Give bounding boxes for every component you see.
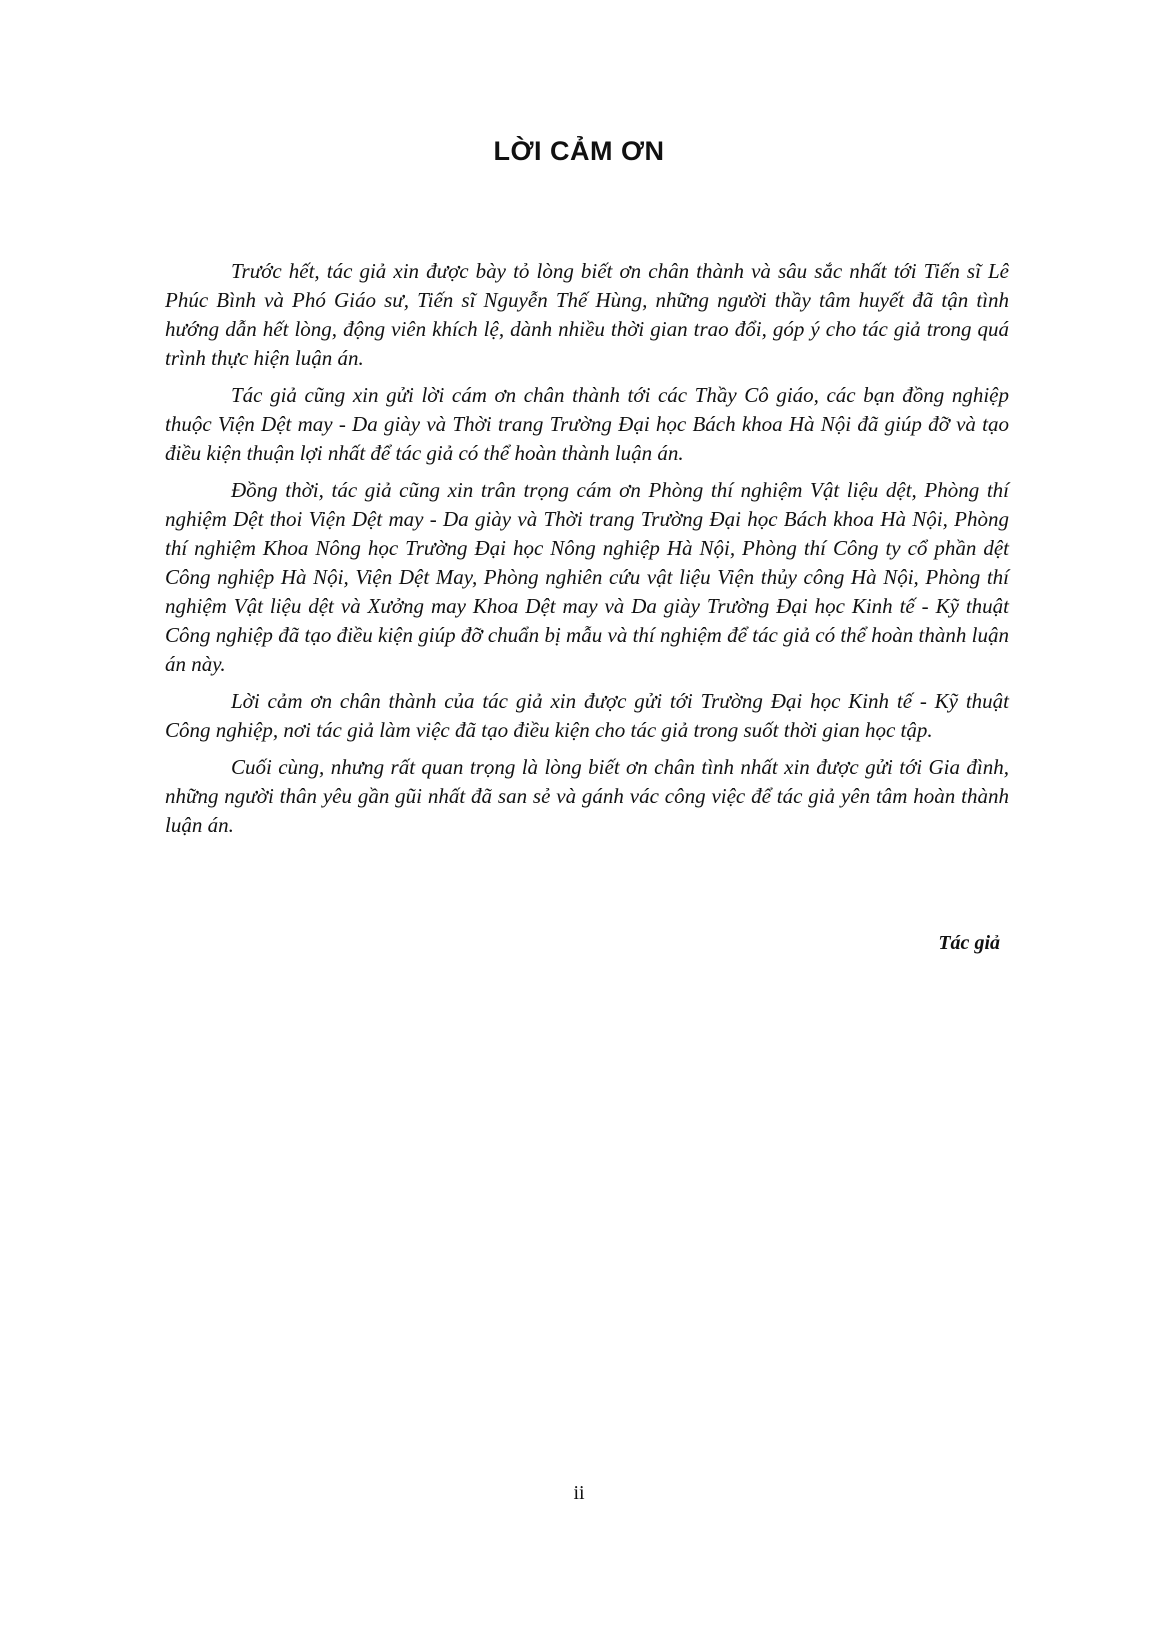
page-number: ii — [573, 1482, 585, 1504]
acknowledgement-body — [165, 257, 1009, 848]
author-signature: Tác giả — [938, 932, 1000, 954]
paragraph-2: Tác giả cũng xin gửi lời cám ơn chân thành tới các Thầy Cô giáo, các bạn đồng nghiệp thuộc Viện Dệt may - Da giày và Thời trang Trường Đại học Bách khoa Hà Nội đã giúp đỡ và tạo điều kiện thuận lợi nhất để tác giả có thể hoàn thành luận án. — [165, 383, 1009, 465]
paragraph-5: Cuối cùng, nhưng rất quan trọng là lòng biết ơn chân tình nhất xin được gửi tới Gia đình, những người thân yêu gần gũi nhất đã san sẻ và gánh vác công việc để tác giả yên tâm hoàn thành luận án. — [165, 755, 1009, 837]
paragraph-3: Đồng thời, tác giả cũng xin trân trọng cám ơn Phòng thí nghiệm Vật liệu dệt, Phòng thí nghiệm Dệt thoi Viện Dệt may - Da giày và Thời trang Trường Đại học Bách khoa Hà Nội, Phòng thí nghiệm Khoa Nông học Trường Đại học Nông nghiệp Hà Nội, Phòng thí Công ty cổ phần dệt Công nghiệp Hà Nội, Viện Dệt May, Phòng nghiên cứu vật liệu Viện thủy công Hà Nội, Phòng thí nghiệm Vật liệu dệt và Xưởng may Khoa Dệt may và Da giày Trường Đại học Kinh tế - Kỹ thuật Công nghiệp đã tạo điều kiện giúp đỡ chuẩn bị mẫu và thí nghiệm để tác giả có thể hoàn thành luận án này. — [165, 478, 1009, 676]
paragraph-4: Lời cảm ơn chân thành của tác giả xin được gửi tới Trường Đại học Kinh tế - Kỹ thuật Công nghiệp, nơi tác giả làm việc đã tạo điều kiện cho tác giả trong suốt thời gian học tập. — [165, 689, 1009, 742]
page-title: LỜI CẢM ƠN — [493, 136, 665, 166]
paragraph-1: Trước hết, tác giả xin được bày tỏ lòng biết ơn chân thành và sâu sắc nhất tới Tiến sĩ Lê Phúc Bình và Phó Giáo sư, Tiến sĩ Nguyễn Thế Hùng, những người thầy tâm huyết đã tận tình hướng dẫn hết lòng, động viên khích lệ, dành nhiều thời gian trao đổi, góp ý cho tác giả trong quá trình thực hiện luận án. — [165, 259, 1009, 370]
